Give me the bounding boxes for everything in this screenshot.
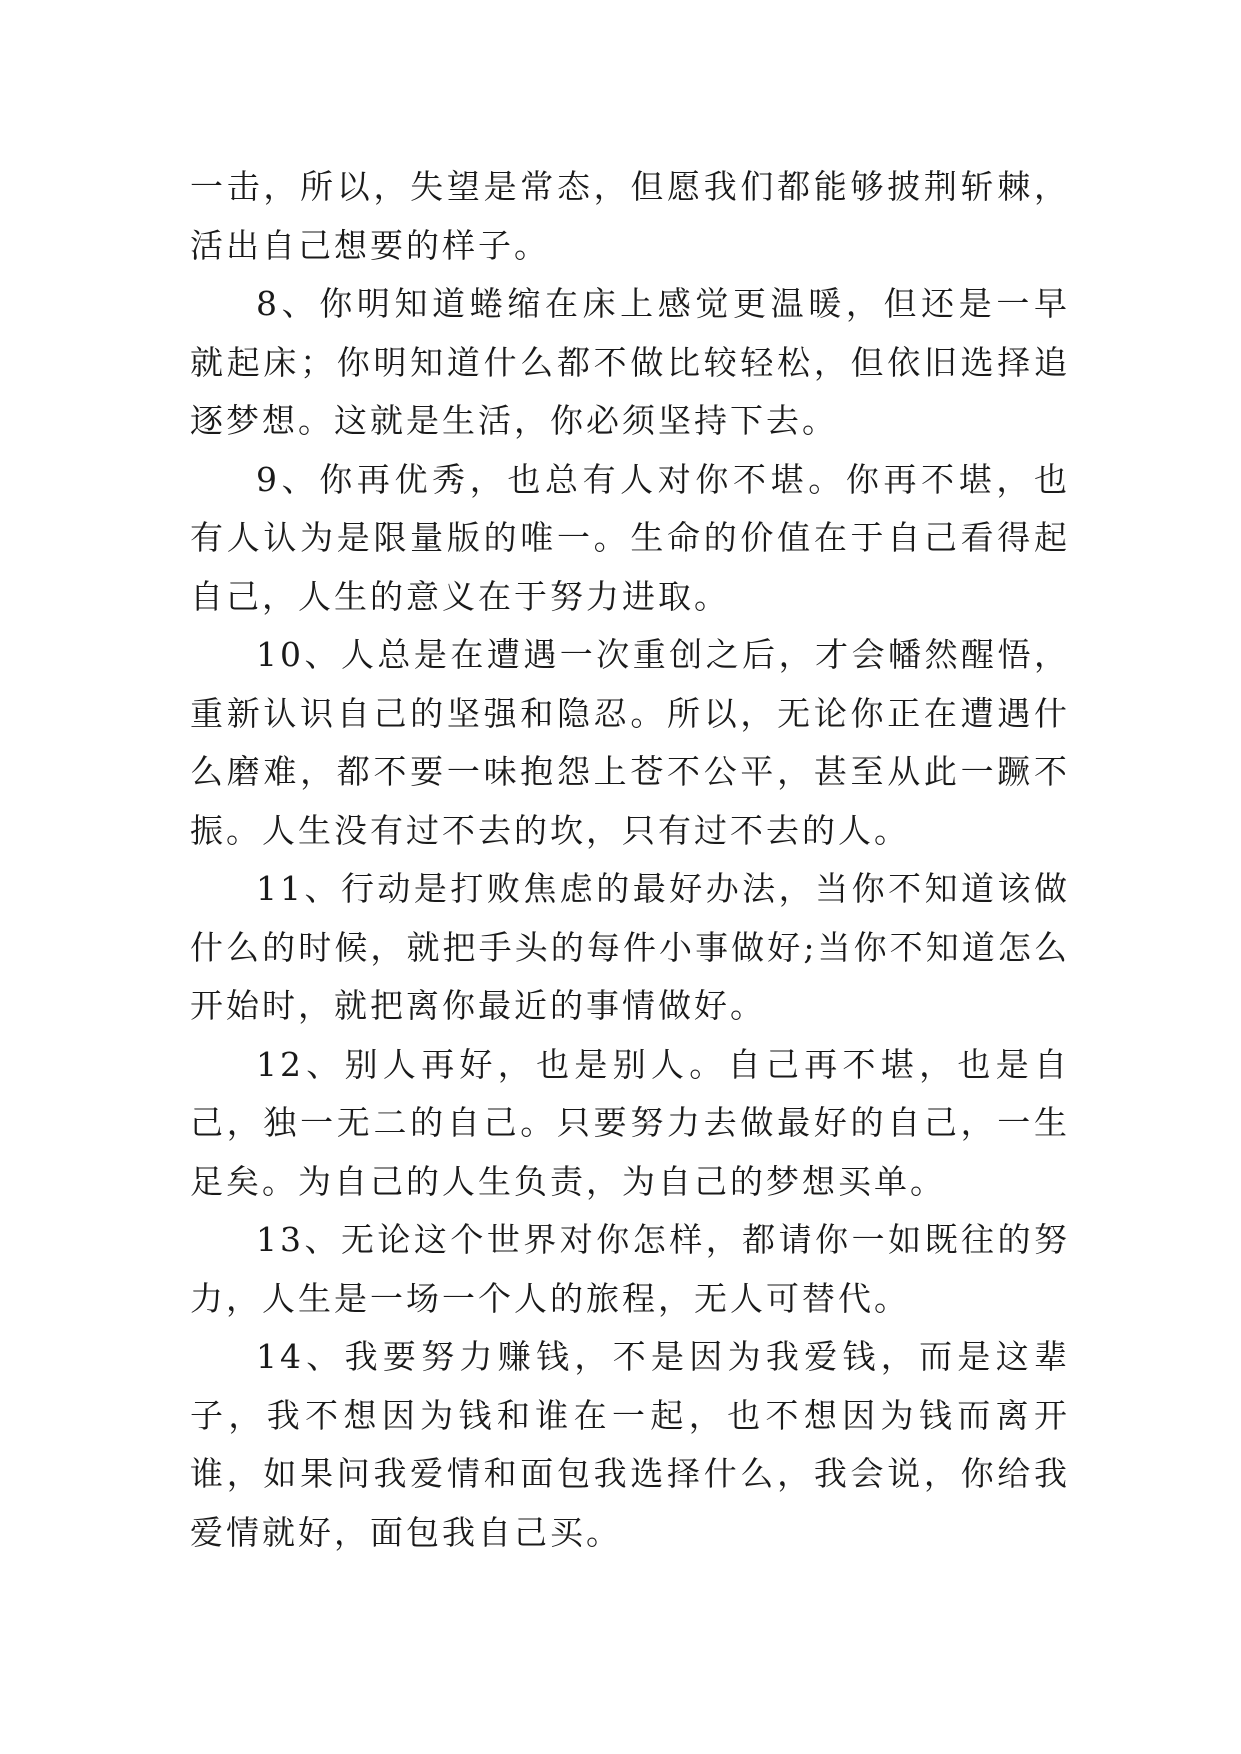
- paragraph-12: 12、别人再好，也是别人。自己再不堪，也是自己，独一无二的自己。只要努力去做最好的自己，一生足矣。为自己的人生负责，为自己的梦想买单。: [190, 1044, 1070, 1201]
- paragraph-14: 14、我要努力赚钱，不是因为我爱钱，而是这辈子，我不想因为钱和谁在一起，也不想因为钱而离开谁，如果问我爱情和面包我选择什么，我会说，你给我爱情就好，面包我自己买。: [190, 1337, 1070, 1552]
- paragraph-13: 13、无论这个世界对你怎样，都请你一如既往的努力，人生是一场一个人的旅程，无人可替代。: [190, 1220, 1070, 1318]
- paragraph-9: 9、你再优秀，也总有人对你不堪。你再不堪，也有人认为是限量版的唯一。生命的价值在于自己看得起自己，人生的意义在于努力进取。: [190, 459, 1070, 616]
- paragraph-continued: 一击，所以，失望是常态，但愿我们都能够披荆斩棘，活出自己想要的样子。: [190, 167, 1070, 265]
- paragraph-10: 10、人总是在遭遇一次重创之后，才会幡然醒悟，重新认识自己的坚强和隐忍。所以，无论你正在遭遇什么磨难，都不要一味抱怨上苍不公平，甚至从此一蹶不振。人生没有过不去的坎，只有过不去的人。: [190, 635, 1070, 850]
- document-body: [190, 158, 1070, 1562]
- paragraph-11: 11、行动是打败焦虑的最好办法，当你不知道该做什么的时候，就把手头的每件小事做好;当你不知道怎么开始时，就把离你最近的事情做好。: [190, 869, 1070, 1025]
- paragraph-8: 8、你明知道蜷缩在床上感觉更温暖，但还是一早就起床；你明知道什么都不做比较轻松，但依旧选择追逐梦想。这就是生活，你必须坚持下去。: [190, 284, 1070, 440]
